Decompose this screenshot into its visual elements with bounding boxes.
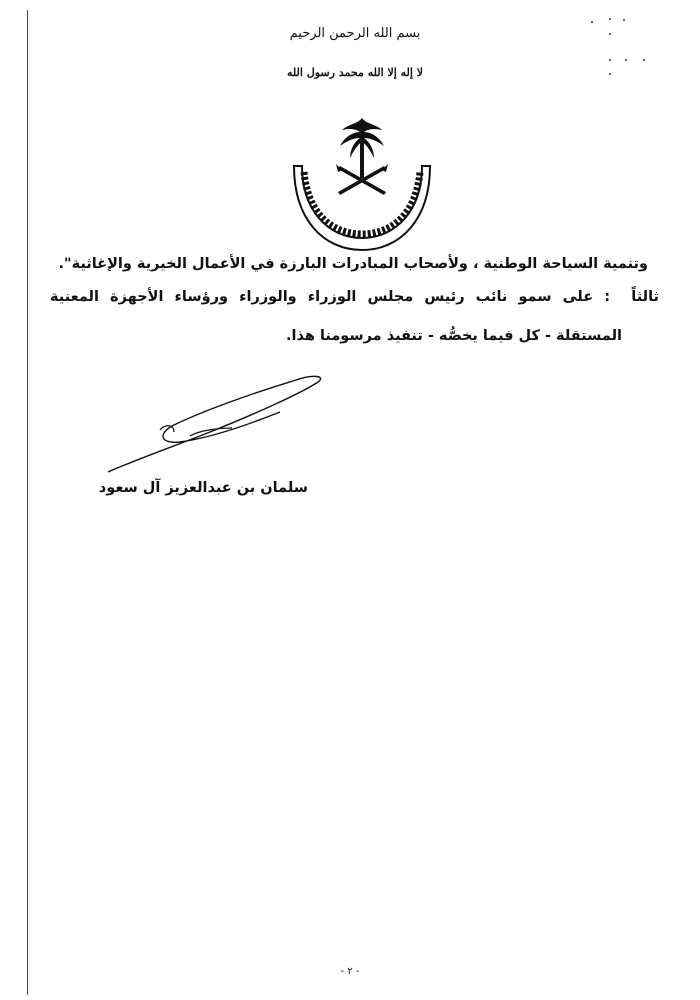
signatory-name: سلمان بن عبدالعزيز آل سعود xyxy=(98,480,308,496)
saudi-palm-swords-emblem-icon xyxy=(282,110,442,260)
paragraph-continuation: وتنمية السياحة الوطنية ، ولأصحاب المبادرات البارزة في الأعمال الخيرية والإغاثية". xyxy=(58,256,648,272)
handwritten-signature xyxy=(100,372,330,482)
clause-label: ثالثاً xyxy=(631,289,659,305)
clause-text-line-2: المستقلة - كل فيما يخصُّه - تنفيذ مرسومنا هذا. xyxy=(286,328,622,344)
page-number: - ٢ - xyxy=(340,966,360,977)
shahada-calligraphy: لا إله إلا الله محمد رسول الله xyxy=(286,66,424,79)
letterhead xyxy=(270,20,440,240)
scan-specks xyxy=(590,16,650,76)
page-margin-line xyxy=(27,10,28,995)
clause-text-line-1: : على سمو نائب رئيس مجلس الوزراء والوزراء ورؤساء الأجهزة المعنية xyxy=(50,289,610,305)
basmala-text: بسم الله الرحمن الرحيم xyxy=(289,26,421,41)
